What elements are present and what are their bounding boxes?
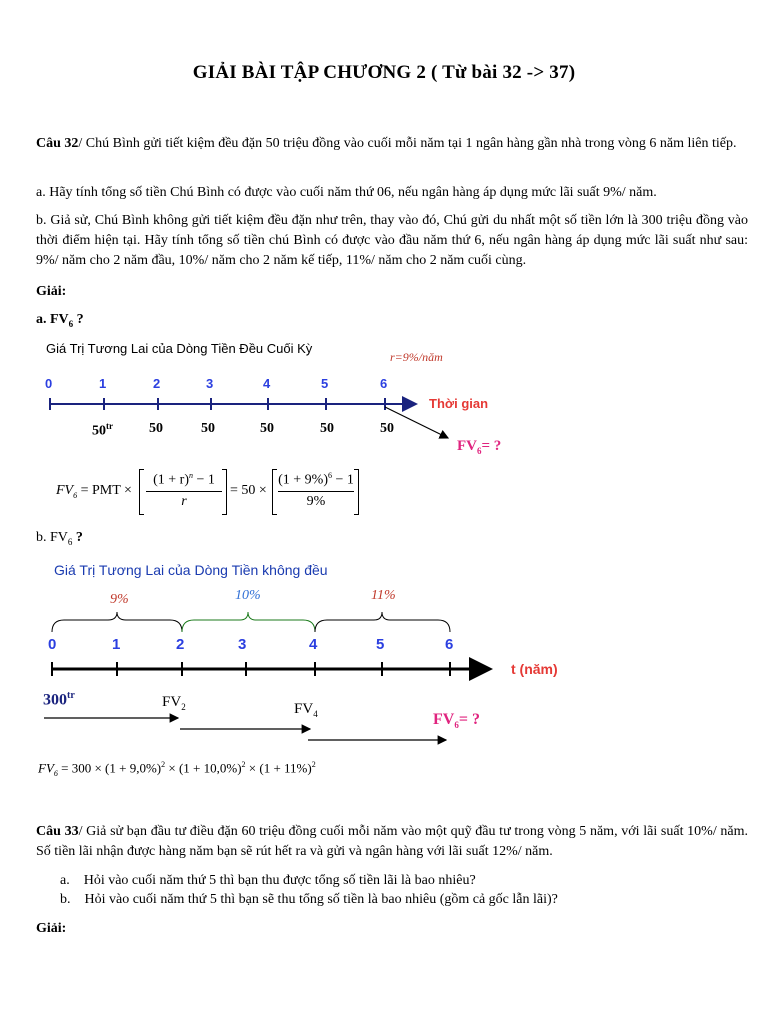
question-33 bbox=[36, 822, 748, 862]
diagram1-fv-arrow bbox=[385, 407, 448, 438]
diagram2-tick-1: 1 bbox=[112, 636, 121, 653]
diagram1-tick-3: 3 bbox=[206, 376, 214, 391]
solution-label-2: Giải: bbox=[36, 921, 67, 936]
diagram1-payment-6: 50 bbox=[380, 421, 394, 436]
diagram1-tick-1: 1 bbox=[99, 376, 107, 391]
diagram1-payment-5: 50 bbox=[320, 421, 334, 436]
diagram2-fv6: $FV_6=$ ? bbox=[433, 711, 480, 731]
diagram1-tick-6: 6 bbox=[380, 376, 388, 391]
diagram2-rate-9: 9% bbox=[110, 592, 129, 607]
question-33-item-a: a. Hỏi vào cuối năm thứ 5 thì bạn thu được tổng số tiền lãi là bao nhiêu? bbox=[60, 873, 476, 888]
diagram1-tick-4: 4 bbox=[263, 376, 271, 391]
diagram2-rate-11: 11% bbox=[371, 588, 396, 603]
formula-1: $FV_6$ = PMT × $(1 + r)^n - 1$ r = 50 × $(1 + 9\%)^6 - 1$ 9% bbox=[56, 469, 376, 515]
diagram1-tick-0: 0 bbox=[45, 376, 53, 391]
diagram2-time-label: t (năm) bbox=[511, 661, 558, 677]
diagram1-payment-2: 50 bbox=[149, 421, 163, 436]
question-32-part-b: b. Giả sử, Chú Bình không gửi tiết kiệm đều đặn như trên, thay vào đó, Chú gửi du nhất một số tiền lớn là 300 triệu đồng vào thời điểm hiện tại. Hãy tính tổng số tiền chú Bình có được vào đầu năm thứ 6, nếu ngân hàng áp dụng mức lãi suất như sau: 9%/ năm cho 2 năm đầu, 10%/ năm cho 2 năm kế tiếp, 11%/ năm cho 2 năm cuối cùng. bbox=[36, 213, 748, 268]
diagram1-time-label: Thời gian bbox=[429, 396, 489, 411]
diagram2-rate-10: 10% bbox=[235, 588, 261, 603]
diagram1-fv-label: $FV_6=$ ? bbox=[457, 438, 502, 456]
question-33-text: / Giả sử bạn đầu tư điều đặn 60 triệu đồng cuối mỗi năm vào một quỹ đầu tư trong vòng 5 năm, với lãi suất 10%/ năm. Số tiền lãi nhận được hàng năm bạn sẽ rút hết ra và gửi và ngân hàng với lãi suất 12%/ năm. bbox=[36, 824, 748, 859]
diagram2-brace-11 bbox=[315, 612, 450, 632]
diagram1-payment-1: $50^{tr}$ bbox=[92, 421, 113, 439]
solution-label: Giải: bbox=[36, 284, 67, 299]
diagram2-tick-0: 0 bbox=[48, 636, 57, 653]
diagram2-tick-4: 4 bbox=[309, 636, 318, 653]
diagram2-brace-9 bbox=[52, 612, 182, 632]
diagram2-fv4: $FV_4$ bbox=[294, 701, 318, 719]
diagram2-fv2: $FV_2$ bbox=[162, 694, 186, 712]
question-32-text: / Chú Bình gửi tiết kiệm đều đặn 50 triệu đồng vào cuối mỗi năm tại 1 ngân hàng gần nhà trong vòng 6 năm liên tiếp. bbox=[78, 136, 737, 151]
question-33-label: Câu 33 bbox=[36, 824, 79, 839]
diagram2-title: Giá Trị Tương Lai của Dòng Tiền không đều bbox=[54, 562, 328, 578]
diagram2-tick-5: 5 bbox=[376, 636, 385, 653]
page-title: GIẢI BÀI TẬP CHƯƠNG 2 ( Từ bài 32 -> 37) bbox=[192, 62, 576, 83]
diagram2-tick-2: 2 bbox=[176, 636, 185, 653]
diagram1-title: Giá Trị Tương Lai của Dòng Tiền Đều Cuối Kỳ bbox=[46, 341, 313, 356]
diagram1-payment-4: 50 bbox=[260, 421, 274, 436]
diagram1-payment-3: 50 bbox=[201, 421, 215, 436]
formula-2: $FV_6 = 300 \times (1 + 9,0\%)^2 \times (1 + 10,0\%)^2 \times (1 + 11\%)^2$ bbox=[38, 760, 316, 778]
question-32-part-a: a. Hãy tính tổng số tiền Chú Bình có được vào cuối năm thứ 06, nếu ngân hàng áp dụng mức lãi suất 9%/ năm. bbox=[36, 185, 657, 200]
question-33-item-b: b. Hỏi vào cuối năm thứ 5 thì bạn sẽ thu tổng số tiền là bao nhiêu (gồm cả gốc lẫn lãi)? bbox=[60, 892, 558, 907]
question-32-label: Câu 32 bbox=[36, 136, 79, 151]
part-b-heading: b. $FV_6$ ? bbox=[36, 530, 83, 547]
diagram2-tick-6: 6 bbox=[445, 636, 454, 653]
diagram2-tick-3: 3 bbox=[238, 636, 247, 653]
diagram2-start-amount: $300^{tr}$ bbox=[43, 690, 75, 709]
diagram2-brace-10 bbox=[182, 612, 315, 632]
diagram1-tick-2: 2 bbox=[153, 376, 161, 391]
diagram1-rate: r=9%/năm bbox=[390, 350, 443, 364]
diagram1-tick-5: 5 bbox=[321, 376, 329, 391]
part-a-heading: a. $FV_6$ ? bbox=[36, 312, 84, 329]
